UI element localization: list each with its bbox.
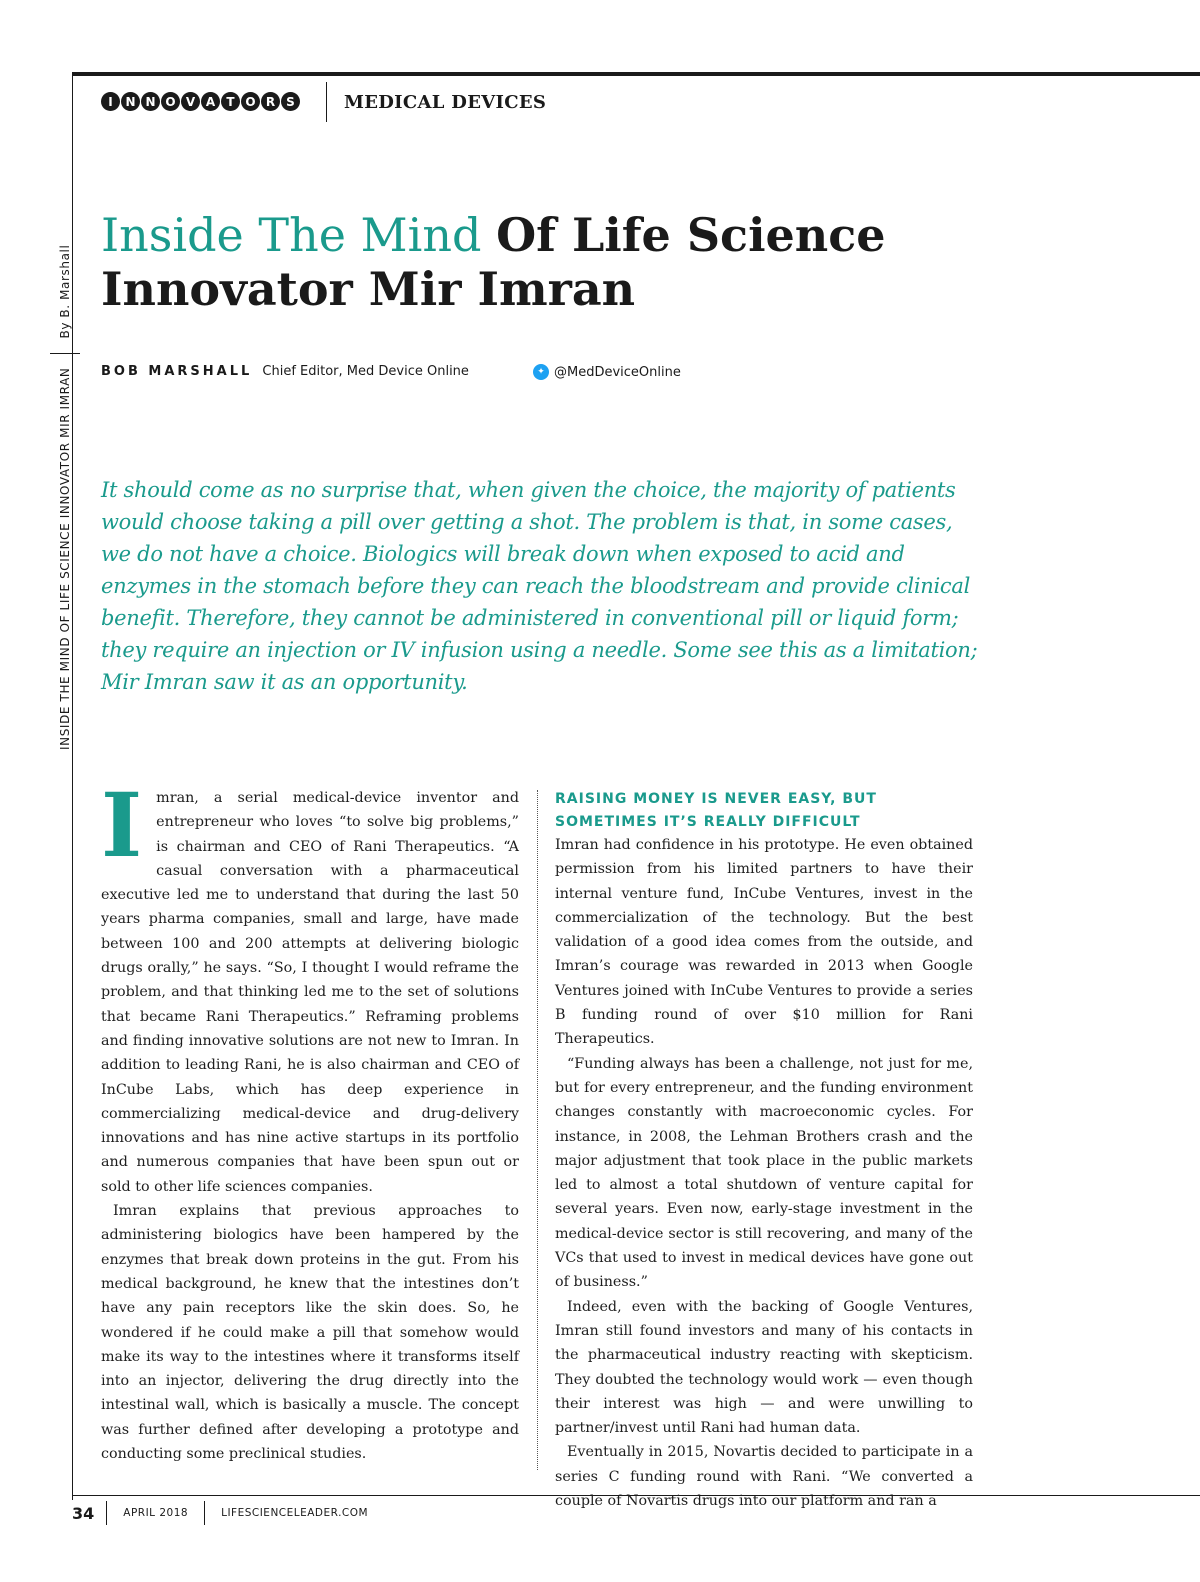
body-column-1 (101, 773, 519, 1466)
page-footer (72, 1500, 384, 1526)
top-rule (72, 72, 1200, 76)
innovators-letter: A (201, 92, 220, 111)
issue-date: APRIL 2018 (123, 1507, 189, 1519)
section-separator (326, 82, 327, 122)
col2-paragraph-2: “Funding always has been a challenge, not just for me, but for every entrepreneur, and the funding environment changes constantly with macroeconomic cycles. For instance, in 2008, the Lehman Brothers crash and the major adjustment that took place in the public markets led to almost a total shutdown of venture capital for several years. Even now, early-stage investment in the medical-device sector is still recovering, and many of the VCs that used to invest in medical devices have gone out of business.” (555, 1055, 973, 1291)
section-subhead: RAISING MONEY IS NEVER EASY, BUT SOMETIMES IT’S REALLY DIFFICULT (555, 791, 877, 830)
innovators-letter: N (121, 92, 140, 111)
col2-paragraph-3: Indeed, even with the backing of Google Ventures, Imran still found investors and many of his contacts in the pharmaceutical industry reacting with skepticism. They doubted the technology would work — even though their interest was high — and were unwilling to partner/invest until Rani had human data. (555, 1298, 973, 1437)
website: LIFESCIENCELEADER.COM (221, 1507, 369, 1519)
innovators-letter: V (181, 92, 200, 111)
col1-paragraph-2: Imran explains that previous approaches to administering biologics have been hampered by the enzymes that break down proteins in the gut. From his medical background, he knew that the intestines don’t have any pain receptors like the skin does. So, he wondered if he could make a pill that somehow would make its way to the intestines where it transforms itself into an injector, delivering the drug directly into the intestinal wall, which is basically a muscle. The concept was further defined after developing a prototype and conducting some preclinical studies. (101, 1203, 519, 1463)
article-title (101, 208, 1001, 316)
innovators-logo (101, 92, 300, 111)
vertical-running-title (50, 245, 80, 750)
author-role: Chief Editor, Med Device Online (262, 364, 469, 379)
running-title-separator (50, 353, 80, 354)
body-column-2 (555, 833, 973, 1513)
byline (101, 364, 469, 379)
twitter-bird-icon: ✦ (533, 364, 549, 380)
author-name: BOB MARSHALL (101, 364, 253, 379)
running-title: INSIDE THE MIND OF LIFE SCIENCE INNOVATOR MIR IMRAN (58, 367, 72, 750)
innovators-letter: I (101, 92, 120, 111)
innovators-letter: O (161, 92, 180, 111)
innovators-letter: O (241, 92, 260, 111)
page-number: 34 (72, 1503, 95, 1523)
innovators-letter: T (221, 92, 240, 111)
col2-paragraph-4: Eventually in 2015, Novartis decided to participate in a series C funding round with Rani. “We converted a couple of Novartis drugs into our platform and ran a (555, 1444, 973, 1510)
col1-paragraph-1: mran, a serial medical-device inventor and entrepreneur who loves “to solve big problems,” is chairman and CEO of Rani Therapeutics. “A casual conversation with a pharmaceutical executive led me to understand that during the last 50 years pharma companies, small and large, have made between 100 and 200 attempts at delivering biologic drugs orally,” he says. “So, I thought I would reframe the problem, and that thinking led me to the set of solutions that became Rani Therapeutics.” Reframing problems and finding innovative solutions are not new to Imran. In addition to leading Rani, he is also chairman and CEO of InCube Labs, which has deep experience in commercializing medical-device and drug-delivery innovations and has nine active startups in its portfolio and numerous companies that have been spun out or sold to other life sciences companies. (101, 790, 519, 1195)
column-divider (537, 790, 538, 1470)
title-bold-part-2: Innovator Mir Imran (101, 262, 636, 316)
drop-cap: I (101, 773, 143, 877)
title-teal-part: Inside The Mind (101, 208, 482, 262)
innovators-letter: S (281, 92, 300, 111)
running-byline: By B. Marshall (58, 244, 72, 339)
article-deck: It should come as no surprise that, when given the choice, the majority of patients would choose taking a pill over getting a shot. The problem is that, in some cases, we do not have a choice. Biologics will break down when exposed to acid and enzymes in the stomach before they can reach the bloodstream and provide clinical benefit. Therefore, they cannot be administered in conventional pill or liquid form; they require an injection or IV infusion using a needle. Some see this as a limitation; Mir Imran saw it as an opportunity. (101, 478, 978, 694)
innovators-letter: N (141, 92, 160, 111)
col2-paragraph-1: Imran had confidence in his prototype. He even obtained permission from his limited partners to have their internal venture fund, InCube Ventures, invest in the commercialization of the technology. But the best validation of a good idea comes from the outside, and Imran’s courage was rewarded in 2013 when Google Ventures joined with InCube Ventures to provide a series B funding round of over $10 million for Rani Therapeutics. (555, 837, 973, 1048)
title-bold-part-1: Of Life Science (496, 208, 886, 262)
innovators-letter: R (261, 92, 280, 111)
twitter-handle: @MedDeviceOnline (554, 364, 681, 380)
section-label: MEDICAL DEVICES (344, 92, 547, 113)
twitter-handle-group (533, 364, 681, 380)
